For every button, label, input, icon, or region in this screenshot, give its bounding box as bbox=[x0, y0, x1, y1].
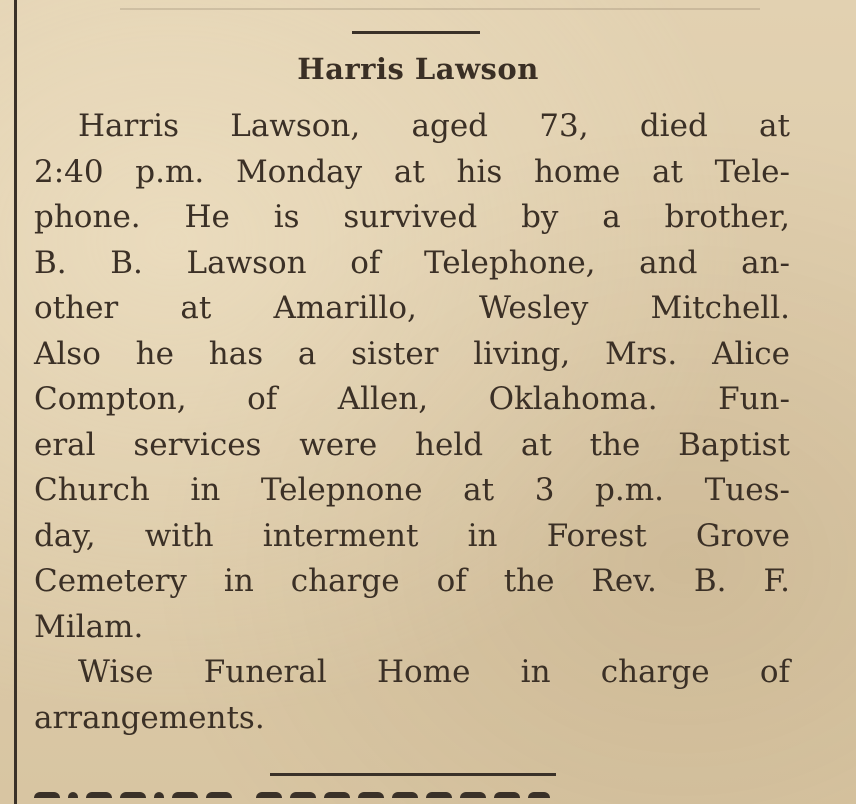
obituary-body bbox=[34, 104, 790, 741]
paragraph1-line: Church in Telepnone at 3 p.m. Tues- bbox=[34, 472, 790, 508]
paragraph1-line: phone. He is survived by a brother, bbox=[34, 199, 790, 235]
paragraph1-line: other at Amarillo, Wesley Mitchell. bbox=[34, 290, 790, 326]
paragraph1-line: 2:40 p.m. Monday at his home at Tele- bbox=[34, 153, 790, 190]
paragraph1-line: Cemetery in charge of the Rev. B. F. bbox=[34, 563, 790, 599]
next-article-heading-fragment bbox=[34, 792, 554, 804]
paragraph1-line: Compton, of Allen, Oklahoma. Fun- bbox=[34, 381, 790, 417]
paragraph1-line: B. B. Lawson of Telephone, and an- bbox=[34, 244, 790, 281]
paragraph1-line: day, with interment in Forest Grove bbox=[34, 517, 790, 554]
paragraph2-line: Wise Funeral Home in charge of bbox=[78, 654, 790, 690]
column-rule bbox=[14, 0, 17, 804]
section-divider-bottom bbox=[270, 773, 556, 776]
paragraph2-line: arrangements. bbox=[34, 699, 265, 736]
paragraph1-line: Also he has a sister living, Mrs. Alice bbox=[34, 335, 790, 372]
previous-article-fragment bbox=[120, 0, 760, 10]
section-divider-top bbox=[352, 31, 480, 34]
paragraph1-line: Harris Lawson, aged 73, died at bbox=[78, 108, 790, 144]
paragraph1-line: Milam. bbox=[34, 608, 144, 645]
obituary-headline: Harris Lawson bbox=[297, 52, 539, 86]
paragraph1-line: eral services were held at the Baptist bbox=[34, 426, 790, 463]
